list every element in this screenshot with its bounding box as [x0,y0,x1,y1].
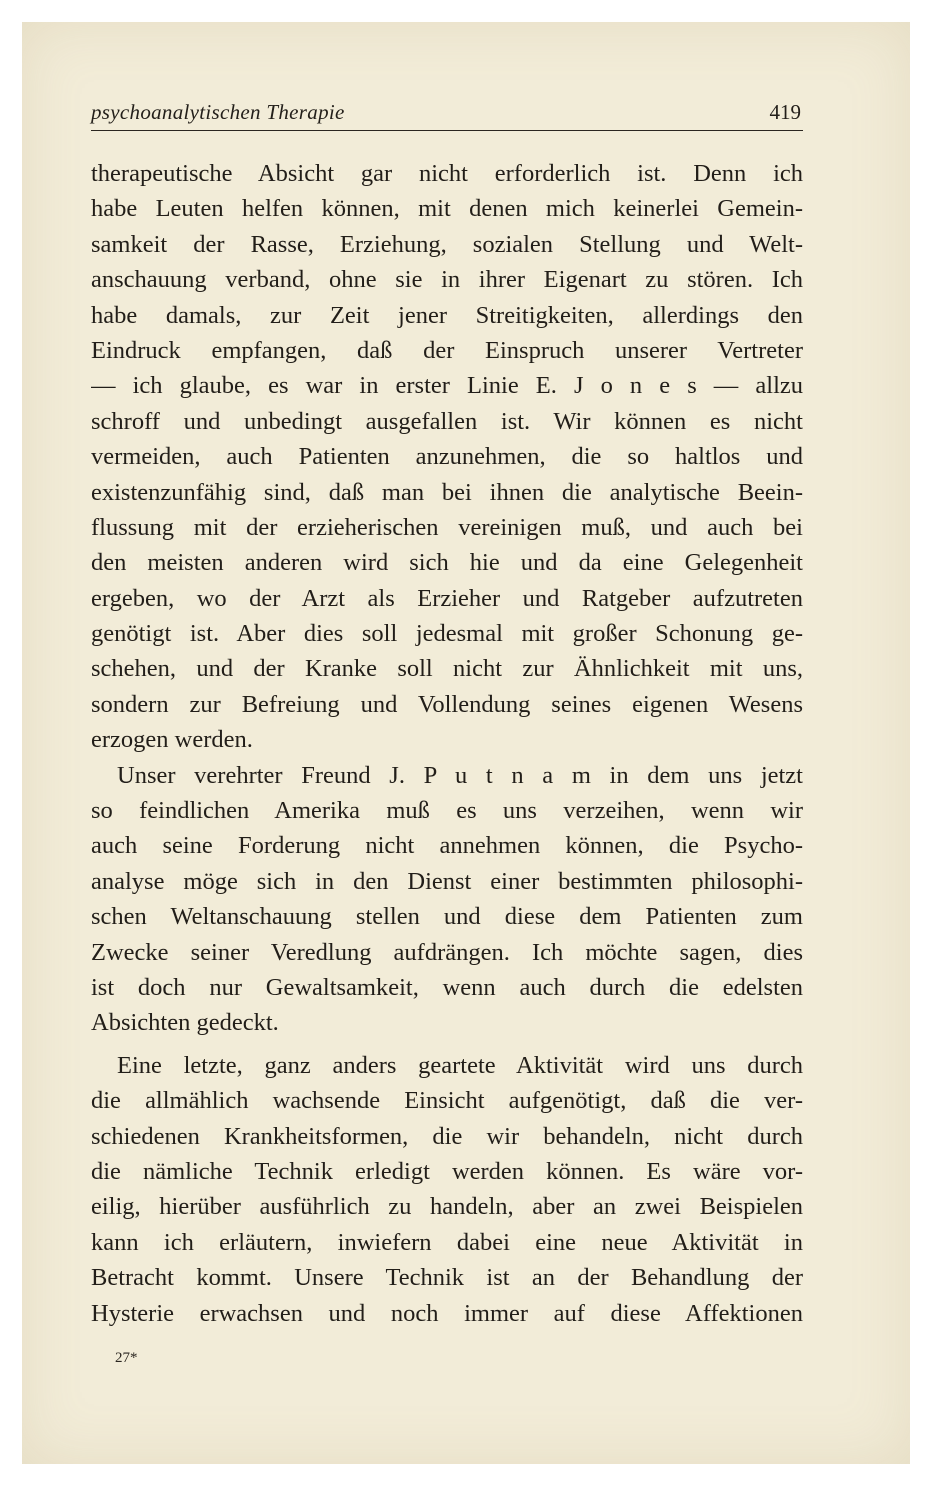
running-header [91,96,803,131]
text-line: ist doch nur Gewaltsamkeit, wenn auch durch die edelsten [91,973,803,1001]
text-line: habe Leuten helfen können, mit denen mich keinerlei Gemein- [91,195,803,223]
text-line: erzogen werden. [91,726,253,754]
running-title: psychoanalytischen Therapie [91,100,345,124]
text-line: schen Weltanschauung stellen und diese dem Patienten zum [91,903,803,931]
text-line: Unser verehrter Freund J. P u t n a m in dem uns jetzt [117,761,803,789]
text-line: Zwecke seiner Veredlung aufdrängen. Ich möchte sagen, dies [91,938,803,966]
text-line: therapeutische Absicht gar nicht erforderlich ist. Denn ich [91,160,803,187]
text-line: sondern zur Befreiung und Vollendung seines eigenen Wesens [91,690,803,718]
text-line: anschauung verband, ohne sie in ihrer Eigenart zu stören. Ich [91,266,803,294]
text-line: kann ich erläutern, inwiefern dabei eine neue Aktivität in [91,1228,803,1256]
text-line: Betracht kommt. Unsere Technik ist an der Behandlung der [91,1264,803,1292]
paragraph-3 [91,1048,803,1331]
text-line: vermeiden, auch Patienten anzunehmen, die so haltlos und [91,443,803,471]
text-line: die allmählich wachsende Einsicht aufgenötigt, daß die ver- [91,1087,803,1115]
signature-mark: 27* [115,1350,138,1366]
text-line: Eindruck empfangen, daß der Einspruch unserer Vertreter [91,336,803,364]
text-line: existenzunfähig sind, daß man bei ihnen die analytische Beein- [91,478,803,506]
paragraph-1 [91,156,803,758]
text-line: flussung mit der erzieherischen vereinigen muß, und auch bei [91,513,803,541]
text-line: Hysterie erwachsen und noch immer auf diese Affektionen [91,1299,803,1327]
text-line: den meisten anderen wird sich hie und da eine Gelegenheit [91,549,803,577]
text-line: die nämliche Technik erledigt werden können. Es wäre vor- [91,1157,803,1185]
text-line: analyse möge sich in den Dienst einer bestimmten philosophi- [91,867,803,895]
page-number: 419 [769,100,801,124]
paragraph-2 [91,758,803,1041]
text-line: habe damals, zur Zeit jener Streitigkeiten, allerdings den [91,301,803,329]
text-line: auch seine Forderung nicht annehmen können, die Psycho- [91,832,803,860]
text-line: eilig, hierüber ausführlich zu handeln, aber an zwei Beispielen [91,1193,803,1221]
body-text [91,156,803,1331]
text-line: so feindlichen Amerika muß es uns verzeihen, wenn wir [91,797,803,825]
text-line: ergeben, wo der Arzt als Erzieher und Ratgeber aufzutreten [91,584,803,612]
text-line: schiedenen Krankheitsformen, die wir behandeln, nicht durch [91,1122,803,1150]
text-line: Absichten gedeckt. [91,1009,279,1037]
text-line: — ich glaube, es war in erster Linie E. J o n e s — allzu [91,372,803,400]
text-line: Eine letzte, ganz anders geartete Aktivität wird uns durch [117,1051,803,1079]
text-line: schroff und unbedingt ausgefallen ist. Wir können es nicht [91,407,803,435]
text-line: genötigt ist. Aber dies soll jedesmal mit großer Schonung ge- [91,620,803,648]
text-line: samkeit der Rasse, Erziehung, sozialen Stellung und Welt- [91,230,803,258]
text-line: schehen, und der Kranke soll nicht zur Ähnlichkeit mit uns, [91,655,803,683]
